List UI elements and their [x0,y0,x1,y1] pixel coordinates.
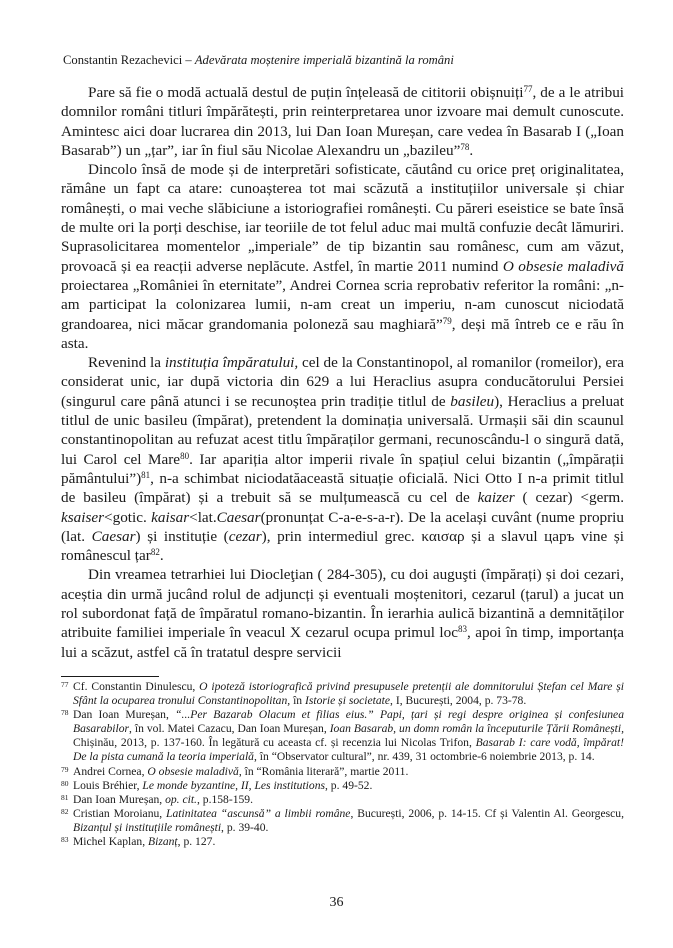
text-run: în [290,694,306,708]
text-run: Pare să fie o modă actuală destul de puțin înțeleasă de cititorii obișnuiți [88,84,524,101]
footnote-text [73,779,624,793]
text-run: Dincolo însă de mode și de interpretări sofisticate, căutând cu orice preț originalitatea, rămâne un fapt ca atare: cunoașterea tot mai scăzută a instituțiilor universale și chiar românești, o mai veche slăbiciune a istoriografiei românești. Cu păreri eseistice se bate însă de multe ori la porți deschise, iar teoriile de tot felul aduc mai multă confuzie decât lămuriri. Suprasolicitarea momentelor „imperiale” de tip bizantin sau românesc, cum am văzut, provoacă și ea reacții adverse neplăcute. Astfel, în martie 2011 numind [61,161,624,275]
text-run: ( cezar) <germ. [514,489,624,507]
text-run: , p. 39-40. [221,820,269,834]
italic-text: basileu [450,392,495,410]
footnote-ref: 82 [150,547,160,558]
italic-text: kaisar [151,508,190,526]
footnote [61,708,624,764]
running-head [63,53,623,68]
paragraph [61,353,624,565]
italic-text: Caesar [216,508,261,526]
footnote-text [73,708,624,764]
text-run: , București, 2006, p. 14-15. Cf și Valentin Al. Georgescu, [350,806,624,820]
text-run: Din vreamea tetrarhiei lui Diocleţian ( 284-305), cu doi auguşti (împărați) și doi cezari, aceștia din urmă jucând rolul de adjuncți și eventuali moștenitori, cezarul (țarul) a jucat un rol subordonat față de împăratul romano-bizantin. În ierarhia aulică bizantină a demnităților atribuite familiei imperiale în veacul X cezarul ocupa primul loc [61,566,624,642]
text-run: Chișinău, 2013, p. 137-160. În legătură cu aceasta cf. și recenzia lui Nicolas Trifon, [73,736,476,750]
italic-text: instituția împăratului, [164,354,299,372]
footnote-text [73,793,624,807]
text-run: cel de la Constantinopol, al romanilor (romeilor), era considerat unic, iar după victoria din 629 a lui Heraclius asupra conducătorului Persiei (singurul care până atunci i se recunoștea prin tradiție titlul de [61,354,624,410]
footnote [61,807,624,835]
footnote-ref: 83 [457,624,467,635]
italic-text: Bizanț [148,835,178,849]
italic-text: Latinitatea “ascunsă” a limbii române [166,806,351,820]
running-head-separator: – [182,53,195,67]
footnote [61,765,624,779]
text-run: , în “România literară”, martie 2011. [238,764,409,778]
footnote [61,779,624,793]
text-run: Andrei Cornea, [73,764,148,778]
text-run: , de a le atribui domnilor români titluri împărătești, prin reinterpretarea unor izvoare mai demult cunoscute. Amintesc aici doar lucrarea din 2013, lui Dan Ioan Mureșan, care vedea în Basarab I („Ioan Basarab”) un „țar”, iar în fiul său Nicolae Alexandru un „bazileu” [61,84,625,159]
paragraph [61,160,624,353]
text-run: proiectarea „României în eternitate”, Andrei Cornea scria reprobativ referitor la români: „n-am participat la colonizarea lumii, n-am creat un imperiu, n-am cunoscut niciodată grandoarea, nici măcar grandomania poloneză sau maghiară” [61,276,624,333]
page-number: 36 [329,895,344,910]
italic-text: Ioan Basarab, un domn român la începuturile Țării Românești, [329,722,624,736]
italic-text: ksaiser [61,508,105,526]
text-run: <lat. [189,508,217,526]
paragraph [61,565,624,661]
text-run: <gotic. [104,508,152,526]
footnote-ref: 79 [442,315,452,326]
text-run: ), Heraclius a preluat titlul de unic basileu (împărat), pretendent la dominația universală. Urmașii săi din scaunul constantinopolitan au refuzat acest titlu împăraților germani, recunoscându-l o singură dată, lui Carol cel Mare [61,392,624,468]
italic-text: O obsesie maladivă [502,257,625,275]
italic-text: Basarab I: care vodă, împărat! De la pista cumană la teoria imperială [73,736,624,764]
footnotes [61,680,624,849]
text-run: , n-a schimbat niciodatăaceastă situație oficială. Nici Otto I n-a primit titlul de basileu (împărat) și a trebuit să se mulțumească cu cel de [61,469,624,507]
footnote-text [73,807,624,835]
text-run: , p. 49-52. [325,778,373,792]
footnote-number: 82 [61,806,69,816]
text-run: ) și instituție ( [135,527,229,545]
text-run: , I, București, 2004, p. 73-78. [390,694,527,708]
text-run: , p.158-159. [196,792,254,806]
text-run: ), prin intermediul grec. καισαρ și a slavul царъ vine și românescul țar [61,527,624,565]
italic-text: op. cit. [165,792,197,806]
italic-text: Caesar [91,527,136,545]
text-run: Louis Bréhier, [73,778,143,792]
footnote-number: 81 [61,792,69,802]
italic-text: O ipoteză istoriografică privind presupusele pretenții ale domnitorului Ștefan cel Mare și Sfânt la ocuparea tronului Constantinopolitan, [73,680,624,708]
text-run: . Iar apariția altor imperii rivale în spațiul celui bizantin („împărații pământului”) [61,450,624,487]
footnote-text [73,765,624,779]
paragraph [61,83,624,160]
footnote [61,680,624,708]
footnote-ref: 78 [460,141,470,152]
footnote-number: 80 [61,778,69,788]
text-run: Michel Kaplan, [73,835,149,849]
running-head-title: Adevărata moștenire imperială bizantină la români [194,53,454,67]
footnote-text [73,680,624,708]
running-head-author: Constantin Rezachevici [63,53,183,67]
italic-text: Le monde byzantine, II, Les institutions [142,778,325,792]
footnote-divider [61,676,159,677]
italic-text: O obsesie maladivă [147,764,239,778]
italic-text: Istorie și societate [305,694,391,708]
footnote-number: 78 [61,708,69,718]
footnote-ref: 77 [523,84,533,94]
footnote-ref: 80 [180,450,190,461]
footnote [61,793,624,807]
text-run: . [469,141,474,159]
footnote-number: 79 [61,764,69,774]
italic-text: Bizanțul și instituțiile românești [73,820,222,834]
footnote-ref: 81 [141,469,151,480]
footnote-number: 83 [61,835,69,845]
italic-text: “...Per Bazarab Olacum et filias eius.” Papi, țari și regi despre originea și confesiunea Basarabilor [73,708,625,736]
text-run: Dan Ioan Mureșan, [73,708,176,722]
text-run: (pronunțat C-a-e-s-a-r). De la același cuvânt (nume propriu (lat. [61,508,624,545]
text-run: Dan Ioan Mureșan, [73,792,166,806]
text-run: Revenind la [88,354,165,372]
text-run: . [159,547,164,565]
text-run: Cristian Moroianu, [73,806,167,820]
text-run: Cf. Constantin Dinulescu, [73,680,200,693]
text-run: , în vol. Matei Cazacu, Dan Ioan Mureșan, [129,722,330,736]
text-run: , în “Observator cultural”, nr. 439, 31 octombrie-6 noiembrie 2013, p. 14. [253,750,595,764]
text-run: , apoi în timp, importanța lui a scăzut, astfel că în tratatul despre servicii [61,624,624,661]
text-run: , deși mă întreb ce e rău în asta. [61,315,624,352]
footnote-number: 77 [61,680,69,689]
text-run: , p. 127. [177,835,216,849]
footnote-text [73,835,624,849]
italic-text: cezar [228,527,262,545]
body-text [61,83,624,662]
footnote [61,835,624,849]
italic-text: kaizer [477,489,515,507]
